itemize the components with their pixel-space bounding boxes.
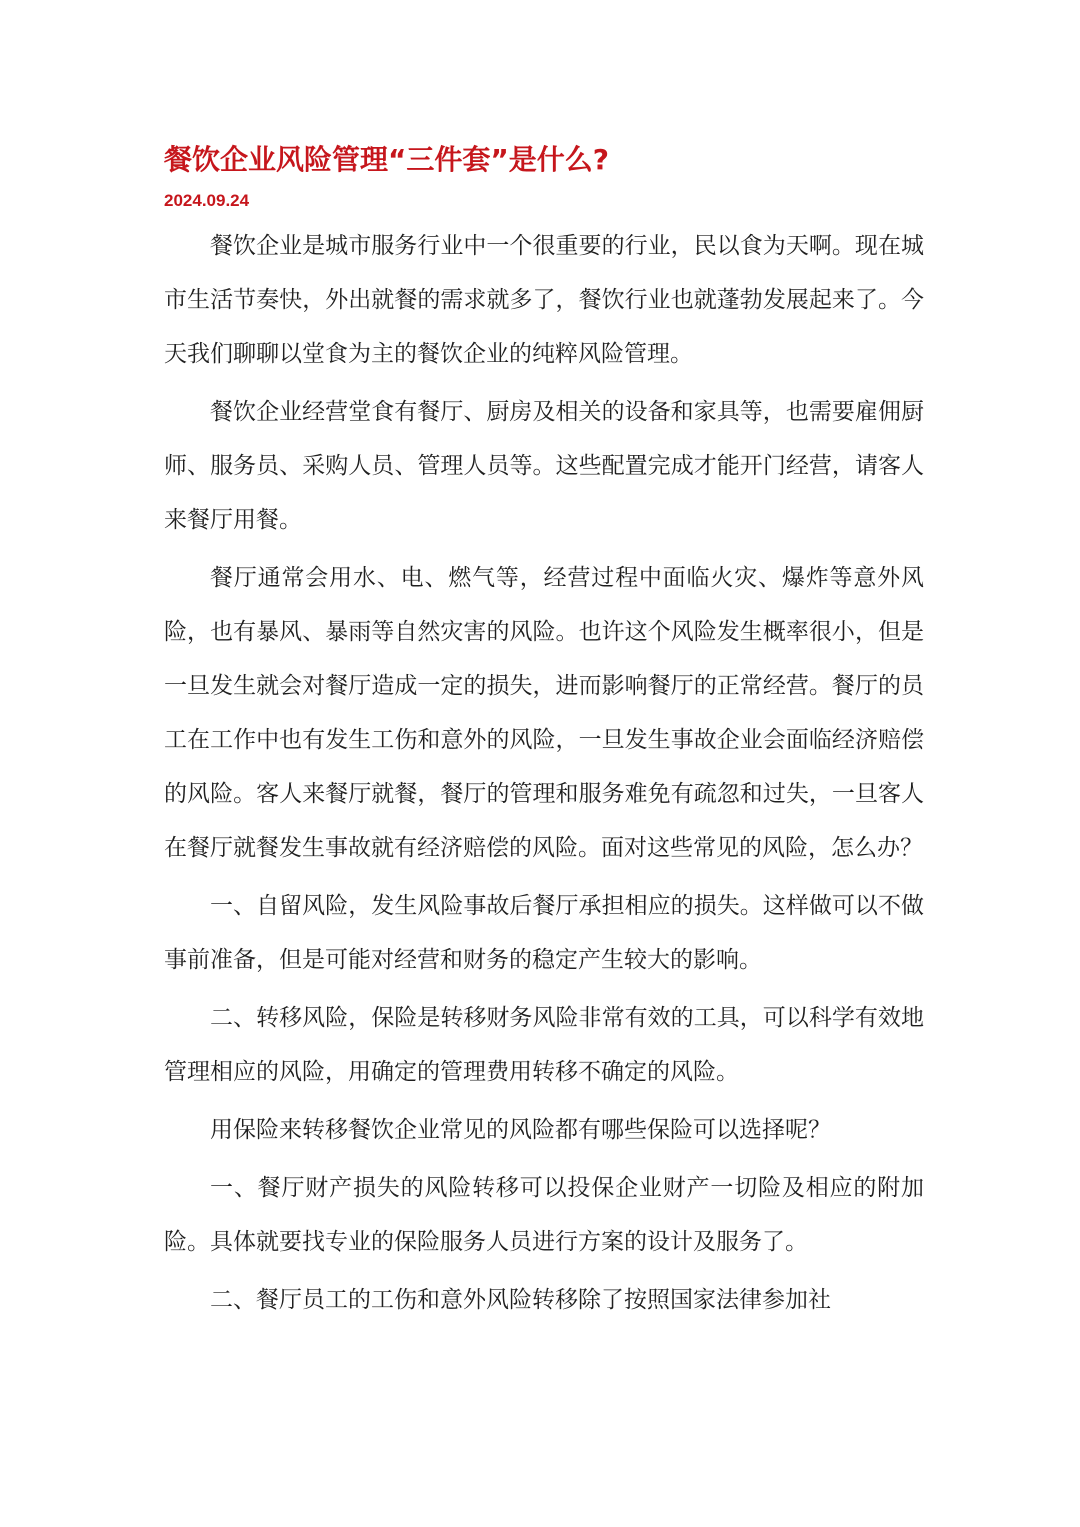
paragraph: 二、转移风险，保险是转移财务风险非常有效的工具，可以科学有效地管理相应的风险，用确定的管理费用转移不确定的风险。	[164, 1005, 924, 1085]
paragraph: 一、餐厅财产损失的风险转移可以投保企业财产一切险及相应的附加险。具体就要找专业的保险服务人员进行方案的设计及服务了。	[164, 1175, 924, 1255]
paragraph: 二、餐厅员工的工伤和意外风险转移除了按照国家法律参加社	[210, 1287, 831, 1313]
article-title: 餐饮企业风险管理“三件套”是什么?	[164, 143, 610, 176]
article-body	[164, 219, 924, 1331]
paragraph: 餐厅通常会用水、电、燃气等，经营过程中面临火灾、爆炸等意外风险，也有暴风、暴雨等自然灾害的风险。也许这个风险发生概率很小，但是一旦发生就会对餐厅造成一定的损失，进而影响餐厅的正常经营。餐厅的员工在工作中也有发生工伤和意外的风险，一旦发生事故企业会面临经济赔偿的风险。客人来餐厅就餐，餐厅的管理和服务难免有疏忽和过失，一旦客人在餐厅就餐发生事故就有经济赔偿的风险。面对这些常见的风险，怎么办？	[164, 565, 924, 861]
paragraph: 用保险来转移餐饮企业常见的风险都有哪些保险可以选择呢？	[210, 1117, 831, 1143]
paragraph: 一、自留风险，发生风险事故后餐厅承担相应的损失。这样做可以不做事前准备，但是可能对经营和财务的稳定产生较大的影响。	[164, 893, 924, 973]
article-date: 2024.09.24	[164, 191, 250, 210]
paragraph: 餐饮企业是城市服务行业中一个很重要的行业，民以食为天啊。现在城市生活节奏快，外出就餐的需求就多了，餐饮行业也就蓬勃发展起来了。今天我们聊聊以堂食为主的餐饮企业的纯粹风险管理。	[164, 233, 924, 367]
paragraph: 餐饮企业经营堂食有餐厅、厨房及相关的设备和家具等，也需要雇佣厨师、服务员、采购人员、管理人员等。这些配置完成才能开门经营，请客人来餐厅用餐。	[164, 399, 924, 533]
